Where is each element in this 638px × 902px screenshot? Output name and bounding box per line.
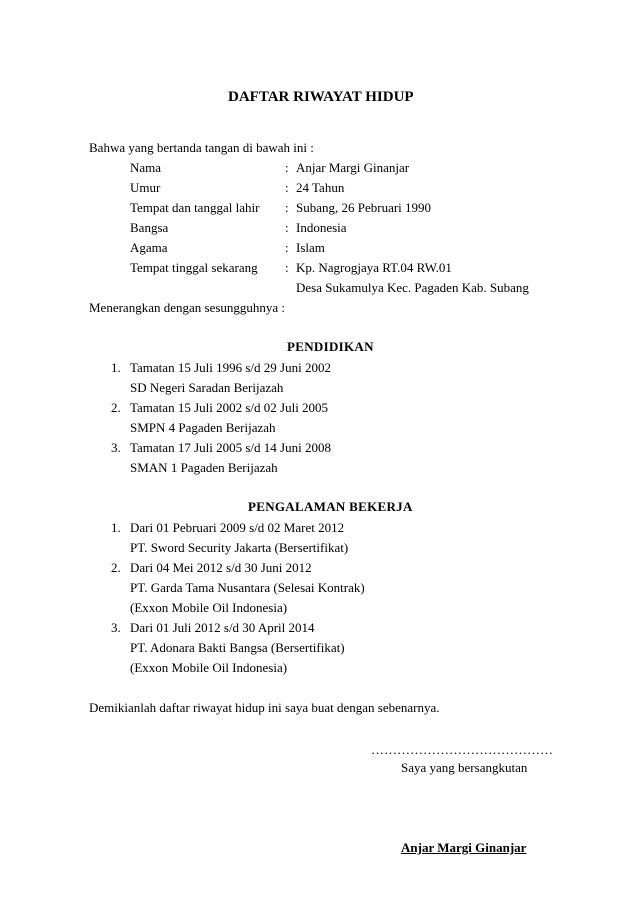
education-item-period: Tamatan 17 Juli 2005 s/d 14 Juni 2008 bbox=[130, 440, 331, 455]
education-item-period: Tamatan 15 Juli 2002 s/d 02 Juli 2005 bbox=[130, 400, 329, 415]
biodata-value-age: 24 Tahun bbox=[296, 180, 345, 195]
education-item-number: 1. bbox=[111, 360, 121, 375]
biodata-label-address: Tempat tinggal sekarang bbox=[130, 260, 258, 275]
closing-text: Demikianlah daftar riwayat hidup ini saya buat dengan sebenarnya. bbox=[89, 700, 440, 715]
signature-name: Anjar Margi Ginanjar bbox=[401, 840, 527, 855]
education-item-school: SMPN 4 Pagaden Berijazah bbox=[130, 420, 276, 435]
experience-item-company: PT. Garda Tama Nusantara (Selesai Kontrak) bbox=[130, 580, 365, 595]
biodata-colon: : bbox=[285, 220, 289, 235]
experience-item-company: PT. Adonara Bakti Bangsa (Bersertifikat) bbox=[130, 640, 345, 655]
education-item-number: 2. bbox=[111, 400, 121, 415]
intro-text: Bahwa yang bertanda tangan di bawah ini : bbox=[89, 140, 314, 155]
experience-item-number: 2. bbox=[111, 560, 121, 575]
biodata-label-religion: Agama bbox=[130, 240, 168, 255]
declare-text: Menerangkan dengan sesungguhnya : bbox=[89, 300, 286, 315]
signature-caption: Saya yang bersangkutan bbox=[401, 760, 528, 775]
biodata-value-name: Anjar Margi Ginanjar bbox=[296, 160, 410, 175]
experience-item-period: Dari 01 Pebruari 2009 s/d 02 Maret 2012 bbox=[130, 520, 345, 535]
experience-item-client: (Exxon Mobile Oil Indonesia) bbox=[130, 660, 288, 675]
biodata-colon: : bbox=[285, 200, 289, 215]
experience-item-company: PT. Sword Security Jakarta (Bersertifikat) bbox=[130, 540, 349, 555]
biodata-value-religion: Islam bbox=[296, 240, 325, 255]
biodata-value-address-line2: Desa Sukamulya Kec. Pagaden Kab. Subang bbox=[296, 280, 529, 295]
biodata-value-birth: Subang, 26 Pebruari 1990 bbox=[296, 200, 432, 215]
experience-item-number: 1. bbox=[111, 520, 121, 535]
education-item-number: 3. bbox=[111, 440, 121, 455]
biodata-colon: : bbox=[285, 260, 289, 275]
biodata-colon: : bbox=[285, 180, 289, 195]
biodata-colon: : bbox=[285, 240, 289, 255]
experience-item-client: (Exxon Mobile Oil Indonesia) bbox=[130, 600, 288, 615]
experience-item-number: 3. bbox=[111, 620, 121, 635]
education-heading: PENDIDIKAN bbox=[287, 339, 374, 354]
education-item-period: Tamatan 15 Juli 1996 s/d 29 Juni 2002 bbox=[130, 360, 331, 375]
experience-item-period: Dari 01 Juli 2012 s/d 30 April 2014 bbox=[130, 620, 315, 635]
biodata-value-nationality: Indonesia bbox=[296, 220, 347, 235]
biodata-colon: : bbox=[285, 160, 289, 175]
biodata-label-birth: Tempat dan tanggal lahir bbox=[130, 200, 260, 215]
experience-item-period: Dari 04 Mei 2012 s/d 30 Juni 2012 bbox=[130, 560, 312, 575]
education-item-school: SD Negeri Saradan Berijazah bbox=[130, 380, 284, 395]
experience-heading: PENGALAMAN BEKERJA bbox=[248, 499, 413, 514]
biodata-label-nationality: Bangsa bbox=[130, 220, 169, 235]
biodata-label-name: Nama bbox=[130, 160, 162, 175]
biodata-label-age: Umur bbox=[130, 180, 161, 195]
signature-dots: …………………………………… bbox=[371, 742, 553, 757]
document-title: DAFTAR RIWAYAT HIDUP bbox=[228, 89, 414, 105]
education-item-school: SMAN 1 Pagaden Berijazah bbox=[130, 460, 278, 475]
biodata-value-address: Kp. Nagrogjaya RT.04 RW.01 bbox=[296, 260, 452, 275]
